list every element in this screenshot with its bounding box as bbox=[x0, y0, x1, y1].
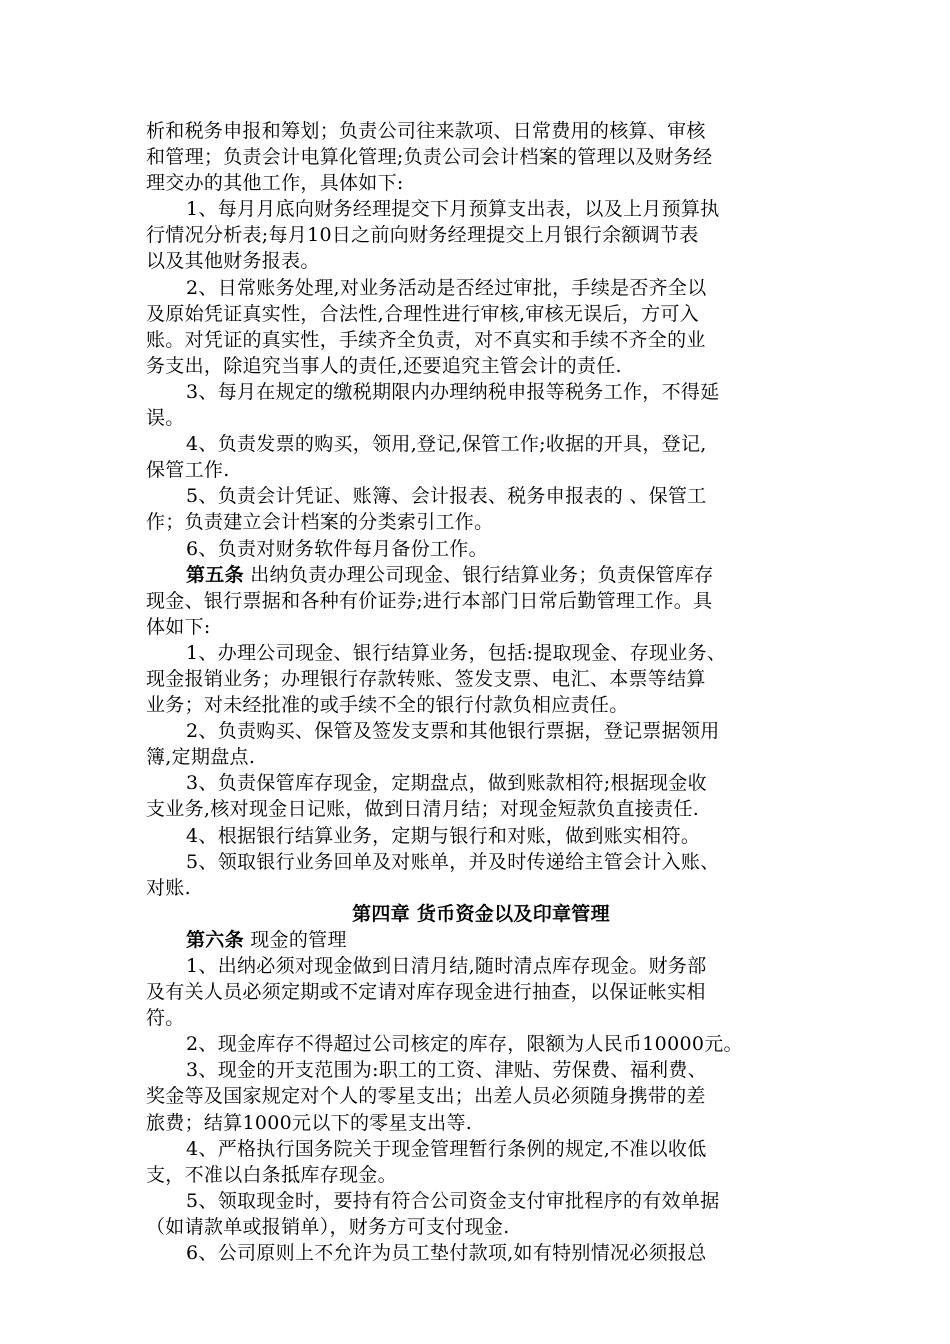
body-text-line: 析和税务申报和筹划；负责公司往来款项、日常费用的核算、审核 bbox=[146, 120, 706, 142]
body-text-line: 支业务,核对现金日记账，做到日清月结；对现金短款负直接责任. bbox=[146, 798, 700, 821]
body-text-line: 保管工作. bbox=[146, 459, 230, 482]
body-text-line: 支，不准以白条抵库存现金。 bbox=[146, 1163, 397, 1186]
list-item-line: 4、根据银行结算业务，定期与银行和对账，做到账实相符。 bbox=[186, 824, 701, 847]
list-item-line: 4、负责发票的购买，领用,登记,保管工作;收据的开具，登记, bbox=[186, 433, 707, 456]
body-text-line: （如请款单或报销单），财务方可支付现金. bbox=[146, 1215, 510, 1238]
body-text-line: 旅费；结算1000元以下的零星支出等. bbox=[146, 1111, 473, 1134]
list-item-line: 2、现金库存不得超过公司核定的库存，限额为人民币10000元。 bbox=[186, 1033, 743, 1056]
list-item-line: 5、领取现金时，要持有符合公司资金支付审批程序的有效单据 bbox=[186, 1189, 720, 1212]
list-item-line: 3、现金的开支范围为:职工的工资、津贴、劳保费、福利费、 bbox=[186, 1059, 707, 1082]
body-text-line: 作；负责建立会计档案的分类索引工作。 bbox=[146, 511, 494, 534]
body-text-line: 和管理；负责会计电算化管理;负责公司会计档案的管理以及财务经 bbox=[146, 146, 713, 169]
body-text-line: 簿,定期盘点. bbox=[146, 746, 256, 769]
body-text-line: 以及其他财务报表。 bbox=[146, 250, 320, 273]
document-body bbox=[146, 118, 816, 1266]
list-item-line: 2、日常账务处理,对业务活动是否经过审批，手续是否齐全以 bbox=[186, 276, 707, 299]
article-line bbox=[146, 562, 816, 588]
body-text-line: 符。 bbox=[146, 1007, 185, 1030]
list-item-line: 6、公司原则上不允许为员工垫付款项,如有特别情况必须报总 bbox=[186, 1242, 707, 1265]
article-line bbox=[146, 927, 816, 953]
list-item-line: 3、负责保管库存现金，定期盘点，做到账款相符;根据现金收 bbox=[186, 772, 707, 795]
body-text-line: 理交办的其他工作，具体如下: bbox=[146, 172, 404, 195]
list-item-line: 1、出纳必须对现金做到日清月结,随时清点库存现金。财务部 bbox=[186, 955, 707, 977]
article-heading: 第六条 bbox=[186, 928, 244, 951]
article-heading: 第五条 bbox=[186, 563, 244, 586]
list-item-line: 5、领取银行业务回单及对账单，并及时传递给主管会计入账、 bbox=[186, 850, 720, 873]
list-item-line: 3、每月在规定的缴税期限内办理纳税申报等税务工作，不得延 bbox=[186, 380, 720, 403]
list-item-line: 2、负责购买、保管及签发支票和其他银行票据，登记票据领用 bbox=[186, 720, 720, 743]
body-text-line: 务支出，除追究当事人的责任,还要追究主管会计的责任. bbox=[146, 354, 622, 377]
body-text-line: 误。 bbox=[146, 407, 185, 430]
body-text-line: 及有关人员必须定期或不定请对库存现金进行抽查，以保证帐实相 bbox=[146, 981, 706, 1004]
list-item-line: 5、负责会计凭证、账簿、会计报表、税务申报表的 、保管工 bbox=[186, 485, 707, 508]
article-text: 出纳负责办理公司现金、银行结算业务；负责保管库存 bbox=[243, 563, 714, 586]
list-item-line: 4、严格执行国务院关于现金管理暂行条例的规定,不准以收低 bbox=[186, 1137, 707, 1160]
body-text-line: 业务；对未经批准的或手续不全的银行付款负相应责任。 bbox=[146, 694, 629, 717]
article-text: 现金的管理 bbox=[243, 928, 347, 951]
body-text-line: 对账. bbox=[146, 876, 191, 899]
body-text-line: 及原始凭证真实性，合法性,合理性进行审核,审核无误后，方可入 bbox=[146, 302, 700, 325]
list-item-line: 1、每月月底向财务经理提交下月预算支出表，以及上月预算执 bbox=[186, 198, 720, 221]
list-item-line: 1、办理公司现金、银行结算业务，包括:提取现金、存现业务、 bbox=[186, 641, 727, 664]
body-text-line: 奖金等及国家规定对个人的零星支出；出差人员必须随身携带的差 bbox=[146, 1085, 706, 1108]
list-item-line: 6、负责对财务软件每月备份工作。 bbox=[186, 537, 488, 560]
body-text-line: 账。对凭证的真实性，手续齐全负责，对不真实和手续不齐全的业 bbox=[146, 328, 706, 351]
body-text-line: 现金、银行票据和各种有价证券;进行本部门日常后勤管理工作。具 bbox=[146, 589, 713, 612]
chapter-heading: 第四章 货币资金以及印章管理 bbox=[352, 902, 610, 925]
body-text-line: 行情况分析表;每月10日之前向财务经理提交上月银行余额调节表 bbox=[146, 224, 699, 247]
body-text-line: 现金报销业务；办理银行存款转账、签发支票、电汇、本票等结算 bbox=[146, 667, 706, 690]
body-text-line: 体如下: bbox=[146, 615, 211, 638]
